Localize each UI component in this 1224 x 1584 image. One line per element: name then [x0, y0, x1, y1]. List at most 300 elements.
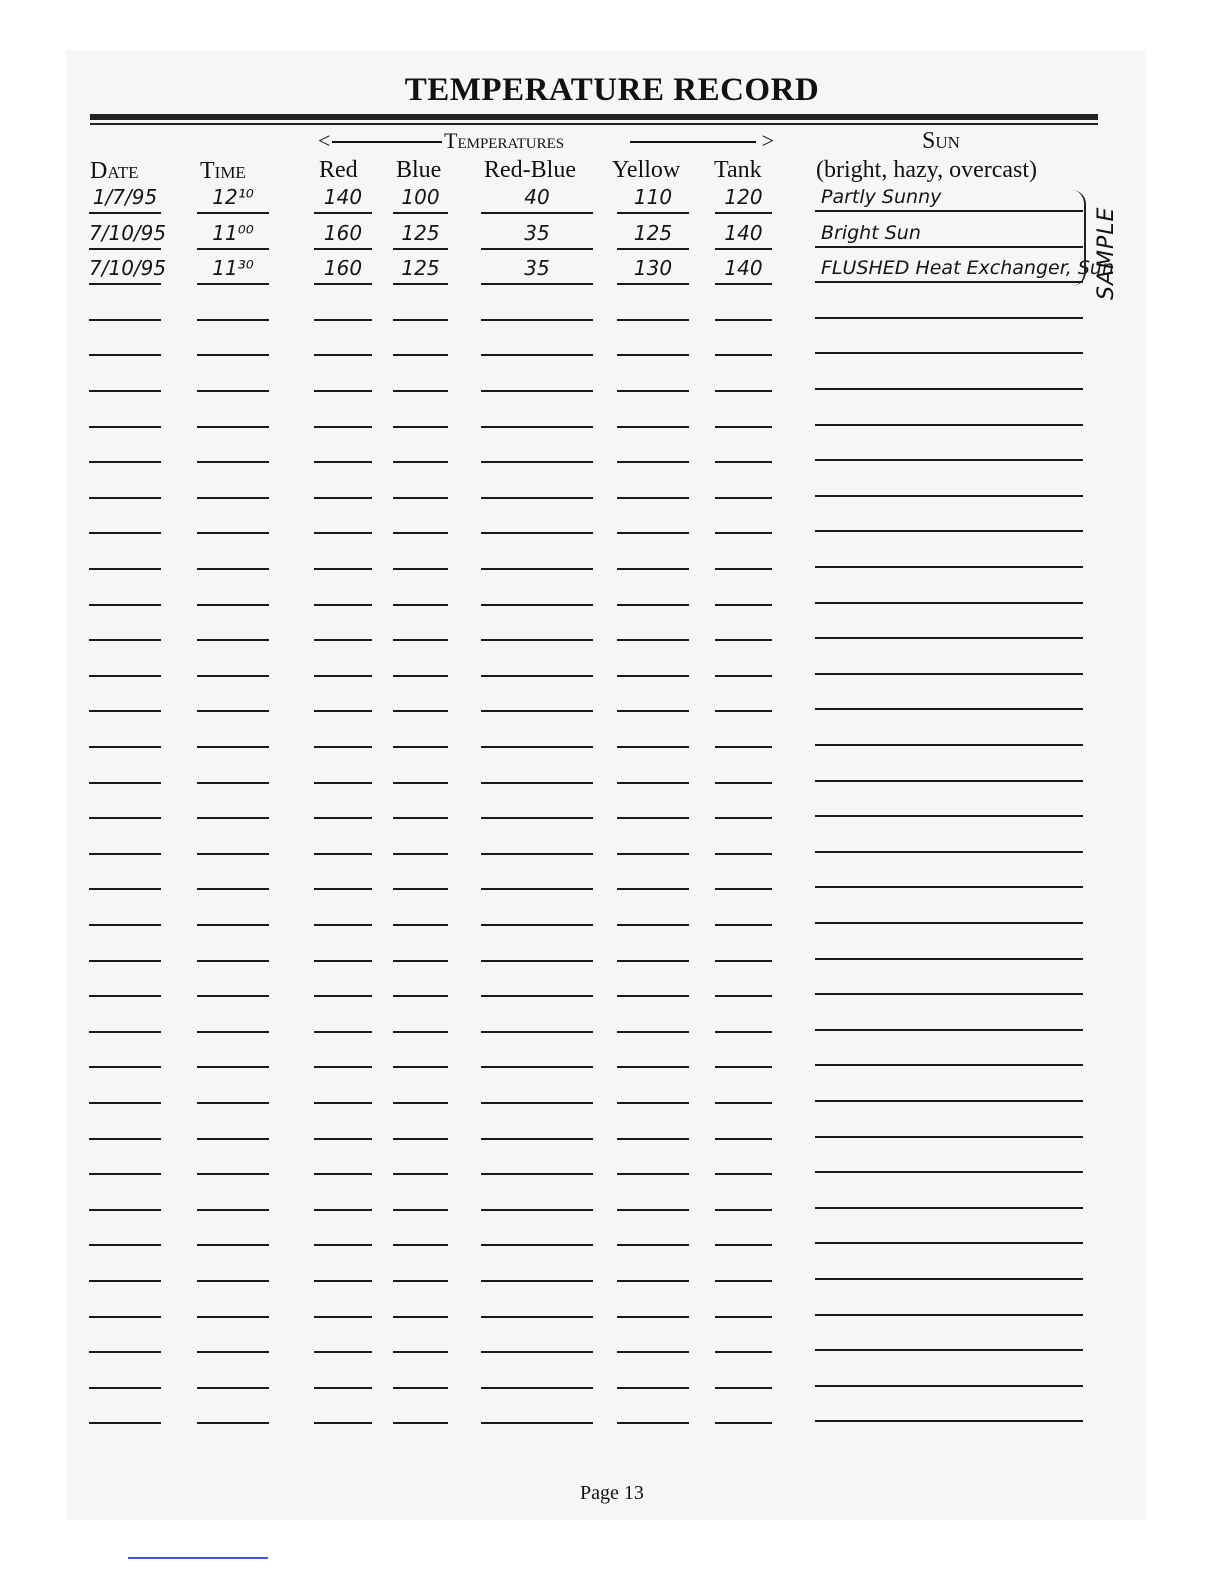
- row-2-time-field[interactable]: 11⁰⁰: [197, 218, 269, 250]
- row-7-red-field[interactable]: [314, 396, 372, 428]
- row-15-sun-field[interactable]: [815, 680, 1083, 710]
- row-11-sun-field[interactable]: [815, 538, 1083, 568]
- row-5-tank-field[interactable]: [715, 324, 772, 356]
- row-5-yellow-field[interactable]: [617, 324, 689, 356]
- row-13-time-field[interactable]: [197, 609, 269, 641]
- row-17-blue-field[interactable]: [393, 752, 448, 784]
- row-16-date-field[interactable]: [89, 716, 161, 748]
- row-6-date-field[interactable]: [89, 360, 161, 392]
- row-12-red-field[interactable]: [314, 574, 372, 606]
- row-33-red-blue-field[interactable]: [481, 1321, 593, 1353]
- row-10-sun-field[interactable]: [815, 502, 1083, 532]
- row-8-tank-field[interactable]: [715, 431, 772, 463]
- row-3-blue-field[interactable]: 125: [393, 253, 448, 285]
- row-18-yellow-field[interactable]: [617, 787, 689, 819]
- row-15-tank-field[interactable]: [715, 680, 772, 712]
- row-32-red-blue-field[interactable]: [481, 1286, 593, 1318]
- row-19-tank-field[interactable]: [715, 823, 772, 855]
- row-2-date-field[interactable]: 7/10/95: [89, 218, 161, 250]
- row-9-date-field[interactable]: [89, 467, 161, 499]
- row-22-tank-field[interactable]: [715, 930, 772, 962]
- row-16-time-field[interactable]: [197, 716, 269, 748]
- row-28-date-field[interactable]: [89, 1143, 161, 1175]
- row-27-blue-field[interactable]: [393, 1108, 448, 1140]
- row-9-red-field[interactable]: [314, 467, 372, 499]
- row-33-red-field[interactable]: [314, 1321, 372, 1353]
- row-6-yellow-field[interactable]: [617, 360, 689, 392]
- row-22-yellow-field[interactable]: [617, 930, 689, 962]
- row-1-date-field[interactable]: 1/7/95: [89, 182, 161, 214]
- row-31-date-field[interactable]: [89, 1250, 161, 1282]
- row-12-tank-field[interactable]: [715, 574, 772, 606]
- row-22-red-field[interactable]: [314, 930, 372, 962]
- row-28-blue-field[interactable]: [393, 1143, 448, 1175]
- row-19-time-field[interactable]: [197, 823, 269, 855]
- row-20-red-blue-field[interactable]: [481, 858, 593, 890]
- row-9-yellow-field[interactable]: [617, 467, 689, 499]
- row-25-red-blue-field[interactable]: [481, 1036, 593, 1068]
- row-26-date-field[interactable]: [89, 1072, 161, 1104]
- row-13-blue-field[interactable]: [393, 609, 448, 641]
- row-1-blue-field[interactable]: 100: [393, 182, 448, 214]
- row-35-date-field[interactable]: [89, 1392, 161, 1424]
- row-2-red-blue-field[interactable]: 35: [481, 218, 593, 250]
- row-1-red-field[interactable]: 140: [314, 182, 372, 214]
- row-28-red-blue-field[interactable]: [481, 1143, 593, 1175]
- row-5-time-field[interactable]: [197, 324, 269, 356]
- row-16-blue-field[interactable]: [393, 716, 448, 748]
- row-12-sun-field[interactable]: [815, 574, 1083, 604]
- row-26-red-field[interactable]: [314, 1072, 372, 1104]
- row-1-sun-field[interactable]: Partly Sunny: [815, 182, 1083, 212]
- row-18-red-blue-field[interactable]: [481, 787, 593, 819]
- row-9-time-field[interactable]: [197, 467, 269, 499]
- title-rule-thick: [90, 114, 1098, 120]
- row-10-time-field[interactable]: [197, 502, 269, 534]
- row-7-red-blue-field[interactable]: [481, 396, 593, 428]
- row-29-blue-field[interactable]: [393, 1179, 448, 1211]
- row-13-yellow-field[interactable]: [617, 609, 689, 641]
- row-22-blue-field[interactable]: [393, 930, 448, 962]
- row-30-blue-field[interactable]: [393, 1214, 448, 1246]
- row-33-time-field[interactable]: [197, 1321, 269, 1353]
- row-29-date-field[interactable]: [89, 1179, 161, 1211]
- row-34-tank-field[interactable]: [715, 1357, 772, 1389]
- row-21-sun-field[interactable]: [815, 894, 1083, 924]
- row-19-date-field[interactable]: [89, 823, 161, 855]
- row-23-date-field[interactable]: [89, 965, 161, 997]
- row-3-sun-field[interactable]: FLUSHED Heat Exchanger, Sun: [815, 253, 1083, 283]
- row-14-blue-field[interactable]: [393, 645, 448, 677]
- row-14-date-field[interactable]: [89, 645, 161, 677]
- row-22-red-blue-field[interactable]: [481, 930, 593, 962]
- row-23-yellow-field[interactable]: [617, 965, 689, 997]
- row-24-time-field[interactable]: [197, 1001, 269, 1033]
- row-21-red-blue-field[interactable]: [481, 894, 593, 926]
- row-22-sun-field[interactable]: [815, 930, 1083, 960]
- row-31-tank-field[interactable]: [715, 1250, 772, 1282]
- row-1-time-field[interactable]: 12¹⁰: [197, 182, 269, 214]
- row-28-sun-field[interactable]: [815, 1143, 1083, 1173]
- row-8-date-field[interactable]: [89, 431, 161, 463]
- row-32-tank-field[interactable]: [715, 1286, 772, 1318]
- row-12-yellow-field[interactable]: [617, 574, 689, 606]
- row-6-red-field[interactable]: [314, 360, 372, 392]
- row-27-red-field[interactable]: [314, 1108, 372, 1140]
- sample-note-wrap: [1094, 206, 1124, 420]
- row-35-blue-field[interactable]: [393, 1392, 448, 1424]
- row-25-sun-field[interactable]: [815, 1036, 1083, 1066]
- row-5-red-blue-field[interactable]: [481, 324, 593, 356]
- temperatures-arrow-right: >: [761, 128, 774, 153]
- row-19-red-field[interactable]: [314, 823, 372, 855]
- row-5-date-field[interactable]: [89, 324, 161, 356]
- row-35-red-field[interactable]: [314, 1392, 372, 1424]
- row-34-yellow-field[interactable]: [617, 1357, 689, 1389]
- row-6-blue-field[interactable]: [393, 360, 448, 392]
- row-24-red-blue-field[interactable]: [481, 1001, 593, 1033]
- row-8-blue-field[interactable]: [393, 431, 448, 463]
- row-22-date-field[interactable]: [89, 930, 161, 962]
- row-28-red-field[interactable]: [314, 1143, 372, 1175]
- row-12-time-field[interactable]: [197, 574, 269, 606]
- row-26-time-field[interactable]: [197, 1072, 269, 1104]
- row-16-sun-field[interactable]: [815, 716, 1083, 746]
- row-30-time-field[interactable]: [197, 1214, 269, 1246]
- row-20-date-field[interactable]: [89, 858, 161, 890]
- row-27-yellow-field[interactable]: [617, 1108, 689, 1140]
- row-7-time-field[interactable]: [197, 396, 269, 428]
- row-30-tank-field[interactable]: [715, 1214, 772, 1246]
- row-17-tank-field[interactable]: [715, 752, 772, 784]
- row-34-date-field[interactable]: [89, 1357, 161, 1389]
- row-12-date-field[interactable]: [89, 574, 161, 606]
- row-24-yellow-field[interactable]: [617, 1001, 689, 1033]
- row-20-blue-field[interactable]: [393, 858, 448, 890]
- row-9-blue-field[interactable]: [393, 467, 448, 499]
- row-12-blue-field[interactable]: [393, 574, 448, 606]
- row-4-red-blue-field[interactable]: [481, 289, 593, 321]
- row-15-date-field[interactable]: [89, 680, 161, 712]
- row-4-red-field[interactable]: [314, 289, 372, 321]
- temperatures-arrow-left: <: [318, 128, 331, 153]
- row-2-yellow-field[interactable]: 125: [617, 218, 689, 250]
- row-3-red-blue-field[interactable]: 35: [481, 253, 593, 285]
- row-35-sun-field[interactable]: [815, 1392, 1083, 1422]
- row-10-blue-field[interactable]: [393, 502, 448, 534]
- row-16-tank-field[interactable]: [715, 716, 772, 748]
- row-20-red-field[interactable]: [314, 858, 372, 890]
- row-28-yellow-field[interactable]: [617, 1143, 689, 1175]
- temperatures-arrow-line-right: [630, 141, 756, 143]
- row-26-tank-field[interactable]: [715, 1072, 772, 1104]
- row-17-yellow-field[interactable]: [617, 752, 689, 784]
- row-23-tank-field[interactable]: [715, 965, 772, 997]
- row-27-sun-field[interactable]: [815, 1108, 1083, 1138]
- row-14-yellow-field[interactable]: [617, 645, 689, 677]
- row-3-yellow-field[interactable]: 130: [617, 253, 689, 285]
- row-11-time-field[interactable]: [197, 538, 269, 570]
- row-35-red-blue-field[interactable]: [481, 1392, 593, 1424]
- row-1-yellow-field[interactable]: 110: [617, 182, 689, 214]
- temperatures-group-label: Temperatures: [444, 128, 565, 153]
- row-25-red-field[interactable]: [314, 1036, 372, 1068]
- row-34-sun-field[interactable]: [815, 1357, 1083, 1387]
- row-11-yellow-field[interactable]: [617, 538, 689, 570]
- row-29-red-field[interactable]: [314, 1179, 372, 1211]
- row-34-blue-field[interactable]: [393, 1357, 448, 1389]
- row-23-time-field[interactable]: [197, 965, 269, 997]
- row-20-time-field[interactable]: [197, 858, 269, 890]
- sample-brace: [1070, 190, 1086, 286]
- row-18-sun-field[interactable]: [815, 787, 1083, 817]
- row-13-date-field[interactable]: [89, 609, 161, 641]
- row-32-red-field[interactable]: [314, 1286, 372, 1318]
- row-25-tank-field[interactable]: [715, 1036, 772, 1068]
- row-23-red-field[interactable]: [314, 965, 372, 997]
- row-16-red-blue-field[interactable]: [481, 716, 593, 748]
- row-33-date-field[interactable]: [89, 1321, 161, 1353]
- row-4-sun-field[interactable]: [815, 289, 1083, 319]
- row-30-red-field[interactable]: [314, 1214, 372, 1246]
- row-19-sun-field[interactable]: [815, 823, 1083, 853]
- row-21-time-field[interactable]: [197, 894, 269, 926]
- yellow-header: Yellow: [612, 157, 681, 183]
- row-32-sun-field[interactable]: [815, 1286, 1083, 1316]
- row-15-yellow-field[interactable]: [617, 680, 689, 712]
- temperatures-group-header: [318, 128, 774, 156]
- row-15-red-blue-field[interactable]: [481, 680, 593, 712]
- row-6-tank-field[interactable]: [715, 360, 772, 392]
- row-13-tank-field[interactable]: [715, 609, 772, 641]
- row-31-time-field[interactable]: [197, 1250, 269, 1282]
- row-4-date-field[interactable]: [89, 289, 161, 321]
- row-4-yellow-field[interactable]: [617, 289, 689, 321]
- row-27-red-blue-field[interactable]: [481, 1108, 593, 1140]
- page-number: Page 13: [580, 1482, 644, 1504]
- row-33-blue-field[interactable]: [393, 1321, 448, 1353]
- row-1-tank-field[interactable]: 120: [715, 182, 772, 214]
- row-8-sun-field[interactable]: [815, 431, 1083, 461]
- row-13-sun-field[interactable]: [815, 609, 1083, 639]
- row-11-tank-field[interactable]: [715, 538, 772, 570]
- row-30-date-field[interactable]: [89, 1214, 161, 1246]
- row-10-red-field[interactable]: [314, 502, 372, 534]
- row-31-blue-field[interactable]: [393, 1250, 448, 1282]
- row-28-tank-field[interactable]: [715, 1143, 772, 1175]
- row-16-yellow-field[interactable]: [617, 716, 689, 748]
- row-18-tank-field[interactable]: [715, 787, 772, 819]
- time-header: Time: [200, 158, 246, 184]
- row-21-tank-field[interactable]: [715, 894, 772, 926]
- row-18-date-field[interactable]: [89, 787, 161, 819]
- row-19-yellow-field[interactable]: [617, 823, 689, 855]
- row-26-blue-field[interactable]: [393, 1072, 448, 1104]
- row-8-time-field[interactable]: [197, 431, 269, 463]
- row-13-red-blue-field[interactable]: [481, 609, 593, 641]
- row-18-time-field[interactable]: [197, 787, 269, 819]
- row-21-yellow-field[interactable]: [617, 894, 689, 926]
- row-2-blue-field[interactable]: 125: [393, 218, 448, 250]
- row-14-red-field[interactable]: [314, 645, 372, 677]
- row-27-date-field[interactable]: [89, 1108, 161, 1140]
- row-3-date-field[interactable]: 7/10/95: [89, 253, 161, 285]
- row-19-red-blue-field[interactable]: [481, 823, 593, 855]
- row-4-tank-field[interactable]: [715, 289, 772, 321]
- row-17-time-field[interactable]: [197, 752, 269, 784]
- row-11-red-blue-field[interactable]: [481, 538, 593, 570]
- row-18-blue-field[interactable]: [393, 787, 448, 819]
- row-16-red-field[interactable]: [314, 716, 372, 748]
- row-31-sun-field[interactable]: [815, 1250, 1083, 1280]
- row-24-sun-field[interactable]: [815, 1001, 1083, 1031]
- row-10-yellow-field[interactable]: [617, 502, 689, 534]
- row-9-tank-field[interactable]: [715, 467, 772, 499]
- row-5-sun-field[interactable]: [815, 324, 1083, 354]
- row-24-blue-field[interactable]: [393, 1001, 448, 1033]
- row-6-time-field[interactable]: [197, 360, 269, 392]
- row-26-sun-field[interactable]: [815, 1072, 1083, 1102]
- row-25-blue-field[interactable]: [393, 1036, 448, 1068]
- row-32-blue-field[interactable]: [393, 1286, 448, 1318]
- scan-artifact-line: [128, 1557, 268, 1559]
- row-6-sun-field[interactable]: [815, 360, 1083, 390]
- row-12-red-blue-field[interactable]: [481, 574, 593, 606]
- row-5-red-field[interactable]: [314, 324, 372, 356]
- row-10-red-blue-field[interactable]: [481, 502, 593, 534]
- row-8-red-blue-field[interactable]: [481, 431, 593, 463]
- row-7-date-field[interactable]: [89, 396, 161, 428]
- row-21-date-field[interactable]: [89, 894, 161, 926]
- row-13-red-field[interactable]: [314, 609, 372, 641]
- row-29-yellow-field[interactable]: [617, 1179, 689, 1211]
- row-26-red-blue-field[interactable]: [481, 1072, 593, 1104]
- row-26-yellow-field[interactable]: [617, 1072, 689, 1104]
- row-33-sun-field[interactable]: [815, 1321, 1083, 1351]
- sun-subheader: (bright, hazy, overcast): [816, 157, 1038, 183]
- row-11-blue-field[interactable]: [393, 538, 448, 570]
- row-35-tank-field[interactable]: [715, 1392, 772, 1424]
- sun-header: Sun: [922, 128, 960, 154]
- row-7-tank-field[interactable]: [715, 396, 772, 428]
- row-21-blue-field[interactable]: [393, 894, 448, 926]
- row-23-blue-field[interactable]: [393, 965, 448, 997]
- red-blue-header: Red-Blue: [484, 157, 576, 183]
- row-3-time-field[interactable]: 11³⁰: [197, 253, 269, 285]
- row-10-tank-field[interactable]: [715, 502, 772, 534]
- row-3-tank-field[interactable]: 140: [715, 253, 772, 285]
- row-15-blue-field[interactable]: [393, 680, 448, 712]
- row-29-sun-field[interactable]: [815, 1179, 1083, 1209]
- row-22-time-field[interactable]: [197, 930, 269, 962]
- row-5-blue-field[interactable]: [393, 324, 448, 356]
- row-7-blue-field[interactable]: [393, 396, 448, 428]
- row-9-red-blue-field[interactable]: [481, 467, 593, 499]
- row-31-red-field[interactable]: [314, 1250, 372, 1282]
- row-31-yellow-field[interactable]: [617, 1250, 689, 1282]
- row-17-red-field[interactable]: [314, 752, 372, 784]
- row-24-tank-field[interactable]: [715, 1001, 772, 1033]
- row-34-red-blue-field[interactable]: [481, 1357, 593, 1389]
- row-32-yellow-field[interactable]: [617, 1286, 689, 1318]
- title-rule-thin: [90, 123, 1098, 125]
- row-14-sun-field[interactable]: [815, 645, 1083, 675]
- row-24-red-field[interactable]: [314, 1001, 372, 1033]
- row-20-sun-field[interactable]: [815, 858, 1083, 888]
- row-9-sun-field[interactable]: [815, 467, 1083, 497]
- row-14-red-blue-field[interactable]: [481, 645, 593, 677]
- row-30-red-blue-field[interactable]: [481, 1214, 593, 1246]
- row-28-time-field[interactable]: [197, 1143, 269, 1175]
- row-7-yellow-field[interactable]: [617, 396, 689, 428]
- row-33-yellow-field[interactable]: [617, 1321, 689, 1353]
- sample-note: SAMPLE: [1094, 206, 1119, 300]
- row-18-red-field[interactable]: [314, 787, 372, 819]
- row-20-tank-field[interactable]: [715, 858, 772, 890]
- date-header: Date: [90, 158, 139, 184]
- row-30-yellow-field[interactable]: [617, 1214, 689, 1246]
- row-35-time-field[interactable]: [197, 1392, 269, 1424]
- row-25-yellow-field[interactable]: [617, 1036, 689, 1068]
- row-35-yellow-field[interactable]: [617, 1392, 689, 1424]
- row-8-yellow-field[interactable]: [617, 431, 689, 463]
- row-1-red-blue-field[interactable]: 40: [481, 182, 593, 214]
- row-17-date-field[interactable]: [89, 752, 161, 784]
- row-34-red-field[interactable]: [314, 1357, 372, 1389]
- row-29-tank-field[interactable]: [715, 1179, 772, 1211]
- row-11-red-field[interactable]: [314, 538, 372, 570]
- row-30-sun-field[interactable]: [815, 1214, 1083, 1244]
- row-27-time-field[interactable]: [197, 1108, 269, 1140]
- row-14-tank-field[interactable]: [715, 645, 772, 677]
- row-21-red-field[interactable]: [314, 894, 372, 926]
- blue-header: Blue: [396, 157, 442, 183]
- row-3-red-field[interactable]: 160: [314, 253, 372, 285]
- row-24-date-field[interactable]: [89, 1001, 161, 1033]
- row-14-time-field[interactable]: [197, 645, 269, 677]
- row-32-date-field[interactable]: [89, 1286, 161, 1318]
- row-29-red-blue-field[interactable]: [481, 1179, 593, 1211]
- row-15-time-field[interactable]: [197, 680, 269, 712]
- row-25-date-field[interactable]: [89, 1036, 161, 1068]
- row-11-date-field[interactable]: [89, 538, 161, 570]
- row-23-sun-field[interactable]: [815, 965, 1083, 995]
- row-10-date-field[interactable]: [89, 502, 161, 534]
- row-32-time-field[interactable]: [197, 1286, 269, 1318]
- row-23-red-blue-field[interactable]: [481, 965, 593, 997]
- row-31-red-blue-field[interactable]: [481, 1250, 593, 1282]
- row-4-blue-field[interactable]: [393, 289, 448, 321]
- row-25-time-field[interactable]: [197, 1036, 269, 1068]
- row-29-time-field[interactable]: [197, 1179, 269, 1211]
- row-20-yellow-field[interactable]: [617, 858, 689, 890]
- row-6-red-blue-field[interactable]: [481, 360, 593, 392]
- row-7-sun-field[interactable]: [815, 396, 1083, 426]
- row-15-red-field[interactable]: [314, 680, 372, 712]
- row-19-blue-field[interactable]: [393, 823, 448, 855]
- row-4-time-field[interactable]: [197, 289, 269, 321]
- row-8-red-field[interactable]: [314, 431, 372, 463]
- row-2-red-field[interactable]: 160: [314, 218, 372, 250]
- row-33-tank-field[interactable]: [715, 1321, 772, 1353]
- row-2-sun-field[interactable]: Bright Sun: [815, 218, 1083, 248]
- row-27-tank-field[interactable]: [715, 1108, 772, 1140]
- row-2-tank-field[interactable]: 140: [715, 218, 772, 250]
- row-17-red-blue-field[interactable]: [481, 752, 593, 784]
- row-34-time-field[interactable]: [197, 1357, 269, 1389]
- tank-header: Tank: [714, 157, 762, 183]
- row-17-sun-field[interactable]: [815, 752, 1083, 782]
